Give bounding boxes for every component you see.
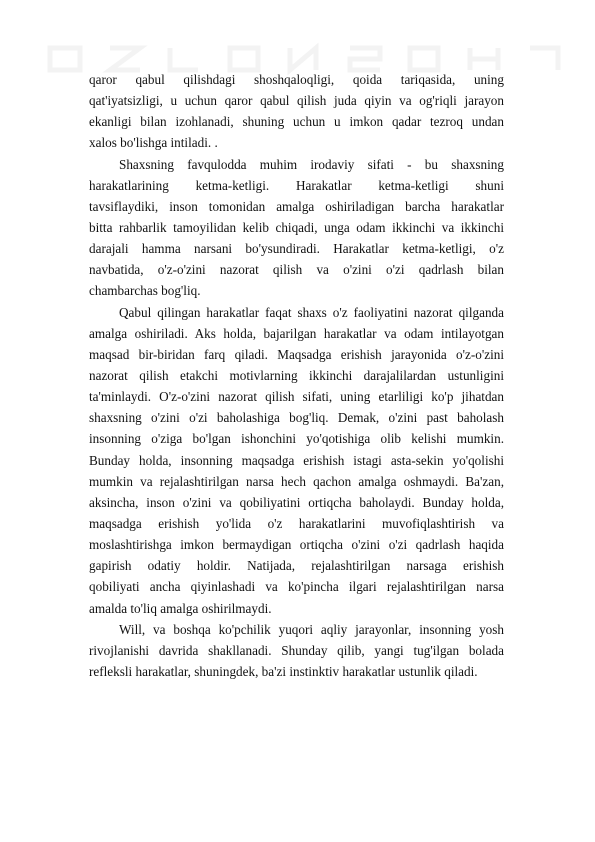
text-line: bitta rahbarlik tamoyilidan kelib chiqadi, unga odam ikkinchi va ikkinchi — [89, 219, 504, 235]
paragraph — [89, 69, 504, 154]
text-line: maqsad bir-biridan farq qiladi. Maqsadga erishish jarayonida o'z-o'zini — [89, 346, 504, 362]
text-line: ekanligi bilan izohlanadi, shuning uchun u imkon qadar tezroq undan — [89, 114, 504, 130]
text-line: qat'iyatsizligi, u uchun qaror qabul qilish juda qiyin va og'riqli jarayon — [89, 93, 504, 109]
document-body — [89, 69, 504, 682]
text-line: mumkin va rejalashtirilgan narsa hech qachon amalga oshmaydi. Ba'zan, — [89, 473, 504, 489]
text-line: shaxsning o'zini o'zi baholashiga bog'liq. Demak, o'zini past baholash — [89, 410, 504, 426]
text-line: refleksli harakatlar, shuningdek, ba'zi instinktiv harakatlar ustunlik qiladi. — [89, 663, 478, 679]
text-line: qobiliyati ancha qiyinlashadi va ko'pincha ilgari rejalashtirilgan narsa — [89, 579, 504, 595]
paragraph — [89, 154, 504, 302]
text-line: moslashtirishga imkon bermaydigan ortiqcha o'zini o'zi qadrlash haqida — [89, 537, 504, 553]
text-line: Shaxsning favqulodda muhim irodaviy sifati - bu shaxsning — [119, 156, 504, 172]
text-line: Bunday holda, insonning maqsadga erishish istagi asta-sekin yo'qolishi — [89, 452, 504, 468]
paragraph — [89, 302, 504, 619]
text-line: insonning o'ziga bo'lgan ishonchini yo'qotishiga olib kelishi mumkin. — [89, 431, 504, 447]
text-line: chambarchas bog'liq. — [89, 283, 201, 299]
text-line: xalos bo'lishga intiladi. . — [89, 135, 218, 151]
text-line: aksincha, inson o'zini va qobiliyatini ortiqcha baholaydi. Bunday holda, — [89, 494, 504, 510]
text-line: darajali hamma narsani bo'ysundiradi. Harakatlar ketma-ketligi, o'z — [89, 241, 504, 257]
text-line: tavsiflaydiki, inson tomonidan amalga oshiriladigan barcha harakatlar — [89, 198, 504, 214]
text-line: Qabul qilingan harakatlar faqat shaxs o'z faoliyatini nazorat qilganda — [119, 304, 504, 320]
text-line: nazorat qilish etakchi motivlarning ikkinchi darajalilardan ustunligini — [89, 367, 504, 383]
text-line: ta'minlaydi. O'z-o'zini nazorat qilish sifati, uning etarliligi ko'p jihatdan — [89, 389, 504, 405]
text-line: Will, va boshqa ko'pchilik yuqori aqliy jarayonlar, insonning yosh — [119, 621, 504, 637]
text-line: qaror qabul qilishdagi shoshqaloqligi, qoida tariqasida, uning — [89, 72, 504, 87]
text-line: amalga oshiriladi. Aks holda, bajarilgan harakatlar va odam intilayotgan — [89, 325, 504, 341]
text-line: gapirish odatiy holdir. Natijada, rejalashtirilgan narsaga erishish — [89, 558, 504, 574]
text-line: harakatlarining ketma-ketligi. Harakatlar ketma-ketligi shuni — [89, 177, 504, 193]
text-line: amalda to'liq amalga oshirilmaydi. — [89, 600, 272, 616]
text-line: rivojlanishi davrida shakllanadi. Shunday qilib, yangi tug'ilgan bolada — [89, 642, 504, 658]
paragraph — [89, 619, 504, 682]
text-line: maqsadga erishish yo'lida o'z harakatlarini muvofiqlashtirish va — [89, 515, 504, 531]
text-line: navbatida, o'z-o'zini nazorat qilish va o'zini o'zi qadrlash bilan — [89, 262, 504, 278]
